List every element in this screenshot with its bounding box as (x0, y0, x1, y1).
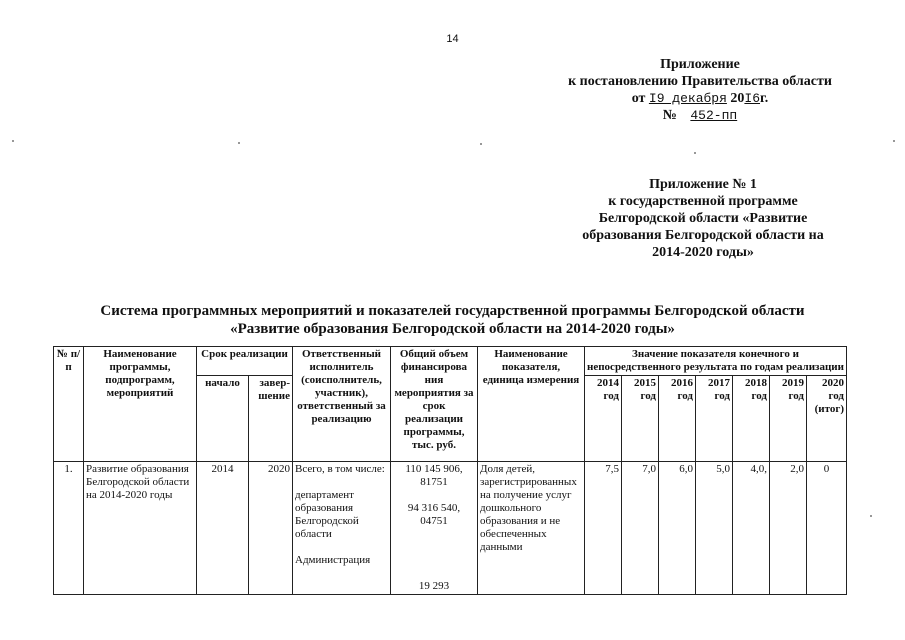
value-2020: 0 (807, 462, 847, 595)
appendix1-line5: 2014-2020 годы» (652, 245, 754, 260)
decree-date-year-suffix: I6 (744, 91, 761, 106)
header-appendix-line1: Приложение (660, 57, 740, 72)
scan-speck (870, 515, 872, 517)
header-start: начало (197, 376, 249, 462)
volume-dept: 94 316 540, 04751 (407, 502, 461, 527)
value-2018: 4,0, (733, 462, 770, 595)
scan-speck (694, 152, 696, 154)
header-year-2015: 2015 год (622, 376, 659, 462)
row-indicator: Доля детей, зарегистрированных на получение услуг дошкольного образования и не обеспеченных данными (478, 462, 585, 595)
appendix1-line3: Белгородской области «Развитие (598, 211, 808, 226)
row-num: 1. (54, 462, 84, 595)
value-2014: 7,5 (585, 462, 622, 595)
scan-speck (480, 143, 482, 145)
header-appendix-line2: к постановлению Правительства области (568, 74, 832, 89)
title-line2: «Развитие образования Белгородской области на 2014-2020 годы» (230, 321, 675, 337)
decree-number: № 452-пп (662, 108, 738, 123)
header-term: Срок реализации (197, 347, 293, 376)
header-value-group: Значение показателя конечного и непосредственного результата по годам реализации (585, 347, 847, 376)
appendix1-line4: образования Белгородской области на (582, 228, 824, 243)
volume-admin: 19 293 (418, 580, 450, 592)
row-executor (293, 462, 391, 595)
header-year-2020: 2020 год (итог) (807, 376, 847, 462)
document-title (0, 302, 905, 338)
row-name: Развитие образования Белгородской области на 2014-2020 годы (84, 462, 197, 595)
volume-total: 110 145 906, 81751 (405, 463, 463, 488)
title-line1: Система программных мероприятий и показателей государственной программы Белгородской области (100, 303, 805, 319)
header-volume: Общий объем финансирова ния мероприятия за срок реализации программы, тыс. руб. (391, 347, 478, 462)
row-volume (391, 462, 478, 595)
executor-dept: департамент образования Белгородской области (295, 489, 359, 540)
appendix1-block (548, 176, 858, 261)
appendix1-line2: к государственной программе (608, 194, 798, 209)
scan-speck (238, 142, 240, 144)
decree-date-year-unit: г. (760, 91, 769, 106)
header-executor: Ответственный исполнитель (соисполнитель, участник), ответственный за реализацию (293, 347, 391, 462)
header-num: № п/п (54, 347, 84, 462)
page-number: 14 (446, 33, 459, 45)
program-table (53, 346, 847, 595)
row-end: 2020 (249, 462, 293, 595)
decree-date-year-prefix: 20 (730, 91, 745, 106)
header-year-2017: 2017 год (696, 376, 733, 462)
header-year-2016: 2016 год (659, 376, 696, 462)
value-2017: 5,0 (696, 462, 733, 595)
header-indicator: Наименование показателя, единица измерения (478, 347, 585, 462)
decree-date: от I9 декабря 20I6г. (631, 91, 769, 106)
value-2019: 2,0 (770, 462, 807, 595)
executor-total: Всего, в том числе: (295, 463, 385, 475)
decree-number-value: 452-пп (690, 108, 738, 123)
header-end: завер-шение (249, 376, 293, 462)
value-2016: 6,0 (659, 462, 696, 595)
scan-speck (12, 140, 14, 142)
header-year-2014: 2014 год (585, 376, 622, 462)
header-year-2018: 2018 год (733, 376, 770, 462)
decree-date-day-month: I9 декабря (648, 91, 727, 106)
executor-admin: Администрация (295, 554, 371, 566)
appendix1-line1: Приложение № 1 (649, 177, 757, 192)
row-start: 2014 (197, 462, 249, 595)
scan-speck (893, 140, 895, 142)
table-row (54, 462, 847, 595)
header-year-2019: 2019 год (770, 376, 807, 462)
header-name: Наименование программы, подпрограмм, мероприятий (84, 347, 197, 462)
header-appendix (540, 56, 860, 124)
value-2015: 7,0 (622, 462, 659, 595)
